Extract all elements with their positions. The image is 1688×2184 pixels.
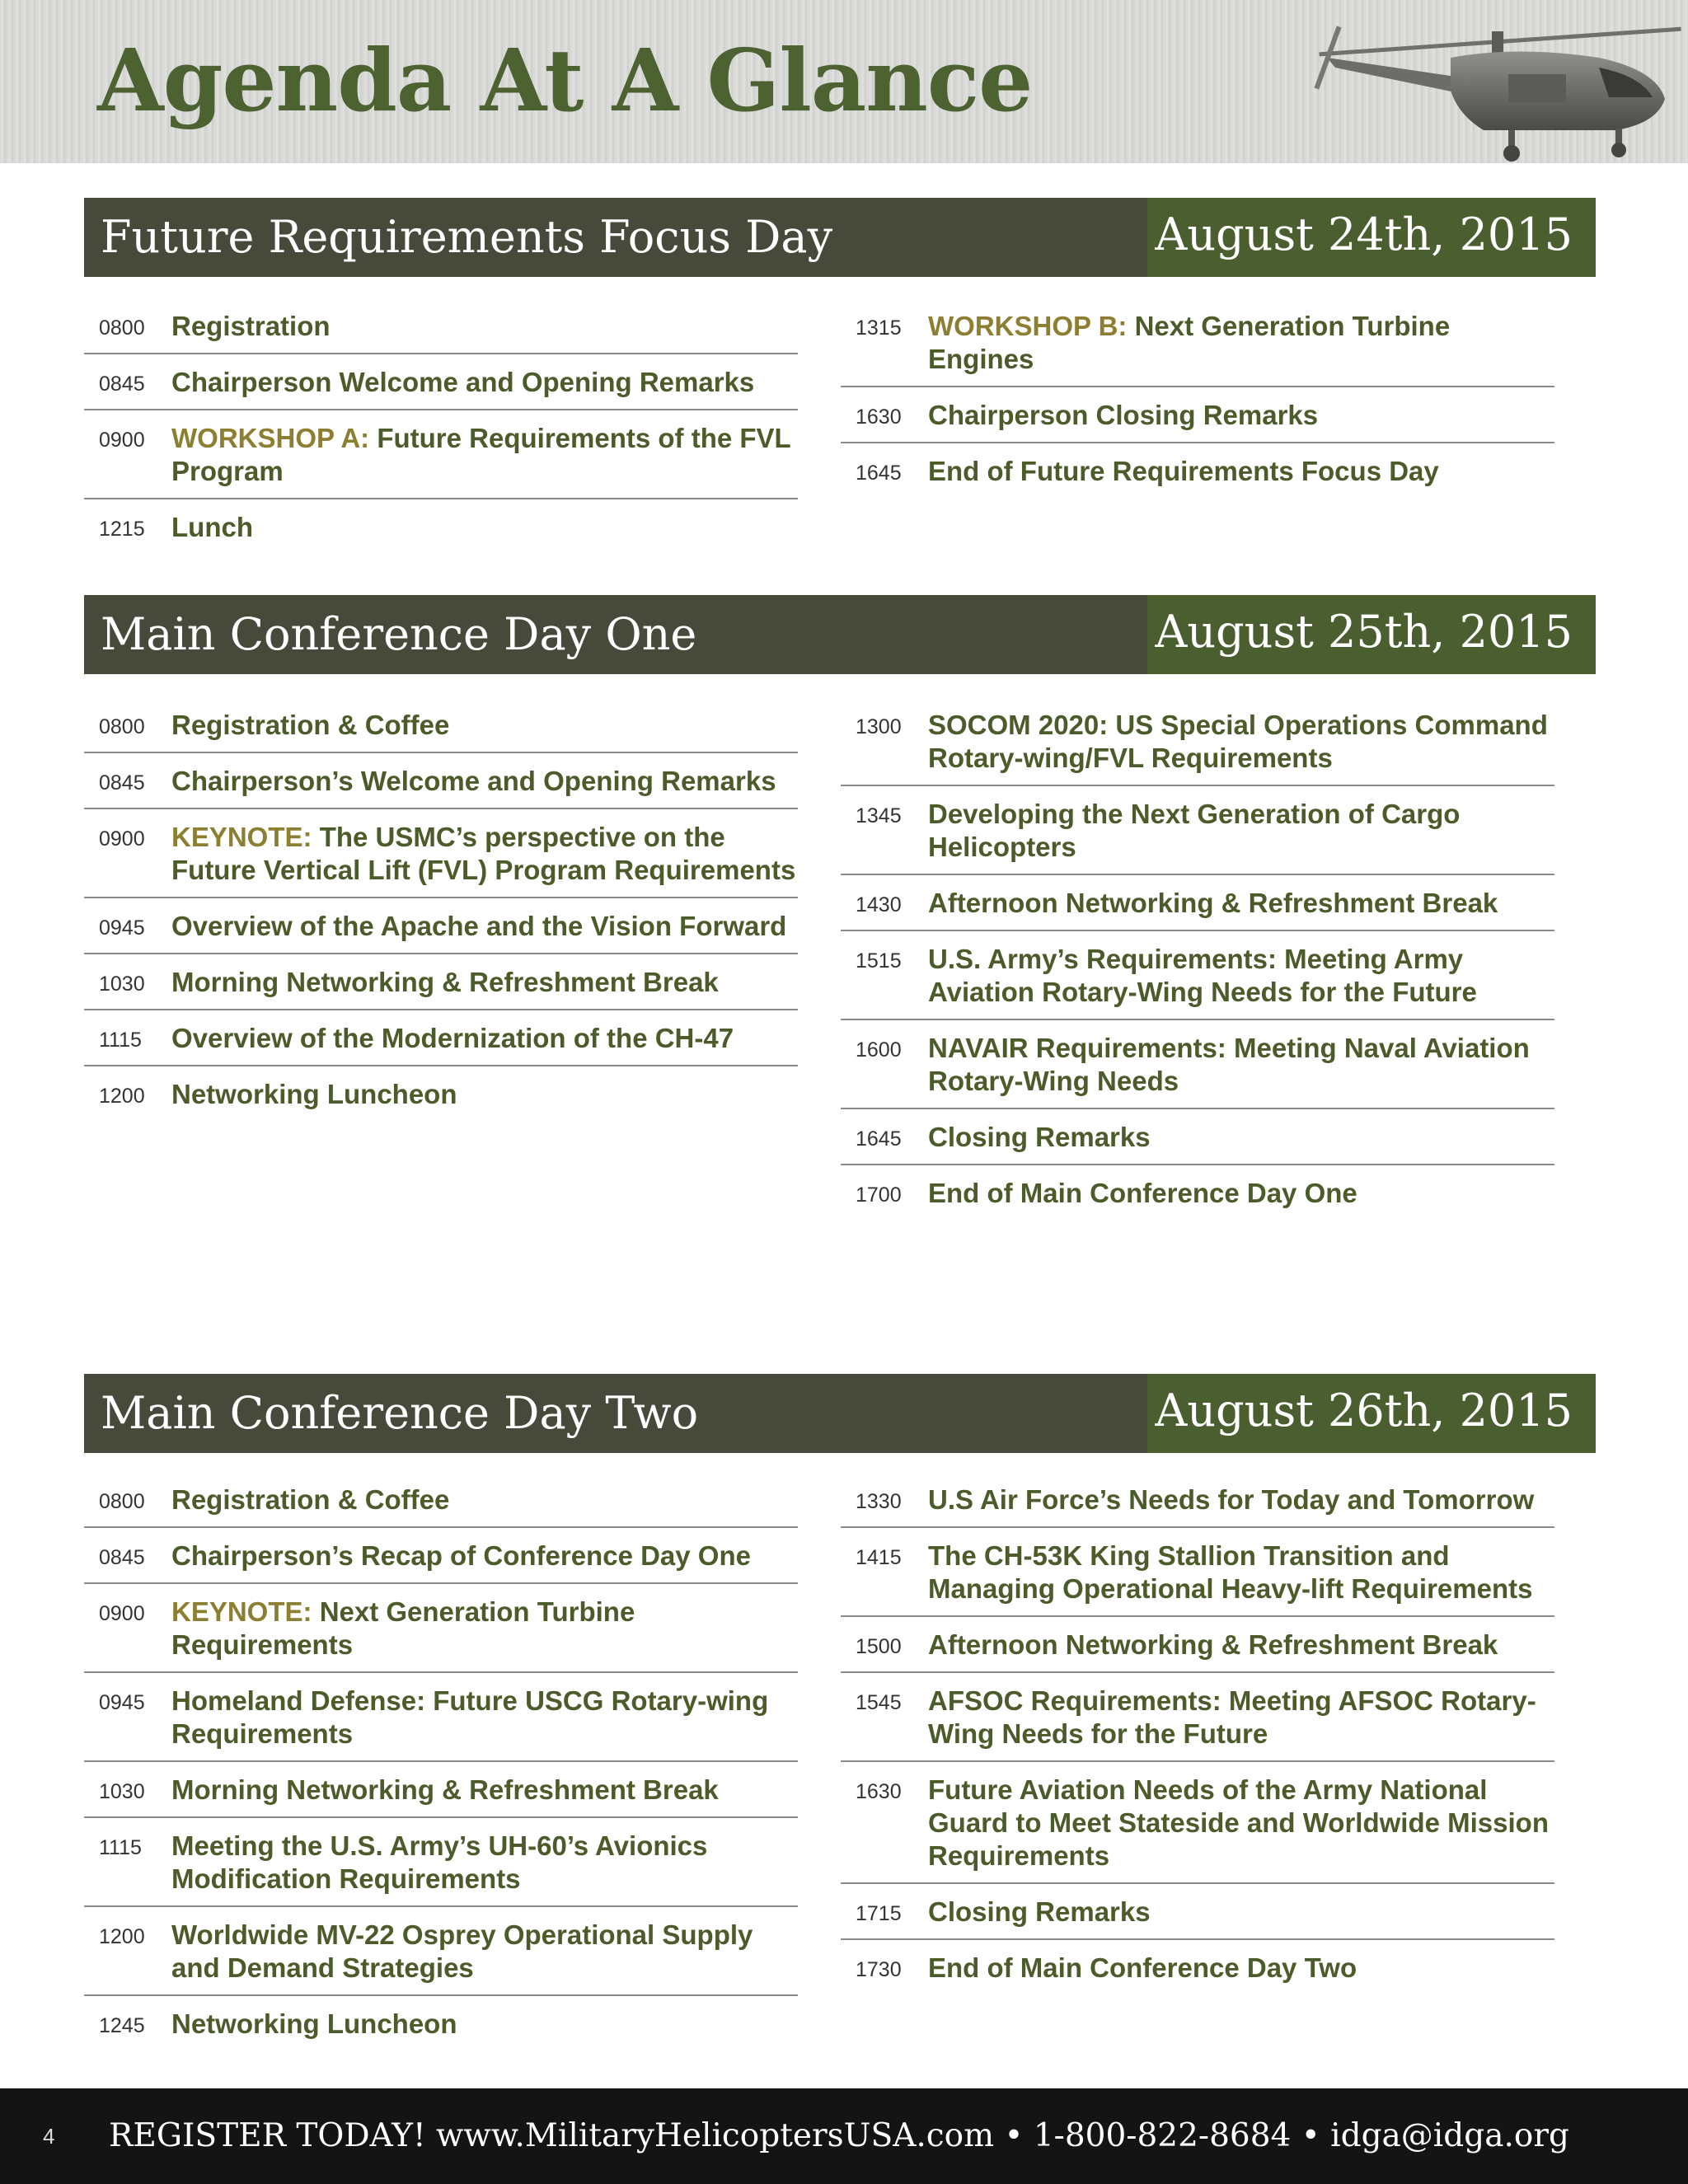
agenda-time: 1700 [856,1183,902,1207]
agenda-row [84,354,798,410]
agenda-row [841,1940,1554,1994]
session-text: Next Generation Turbine Engines [928,311,1451,374]
agenda-session-title [928,943,1554,1009]
agenda-row [84,499,798,554]
register-footer-text[interactable]: REGISTER TODAY! www.MilitaryHelicoptersUSA.com • 1-800-822-8684 • idga@idga.org [109,2117,1569,2154]
agenda-time: 0945 [99,916,145,940]
session-text: Registration [171,311,331,341]
agenda-row [841,387,1554,443]
agenda-session-title [171,1483,798,1516]
agenda-row [84,809,798,898]
session-text: Morning Networking & Refreshment Break [171,1774,719,1805]
session-text: Overview of the Apache and the Vision Forward [171,911,787,941]
session-text: Chairperson Welcome and Opening Remarks [171,367,755,397]
agenda-row [84,1996,798,2050]
agenda-session-title [171,966,798,999]
section-bar-day-one [84,595,1596,674]
agenda-session-title [171,310,798,343]
agenda-session-title [928,709,1554,775]
agenda-session-title [928,1685,1554,1750]
agenda-column-left [84,1472,798,2050]
agenda-session-title [171,1774,798,1807]
agenda-column-left [84,298,798,554]
agenda-session-title [928,1032,1554,1098]
agenda-session-title [171,709,798,742]
agenda-session-title [171,821,798,887]
agenda-time: 0945 [99,1691,145,1714]
agenda-row [841,931,1554,1020]
session-text: SOCOM 2020: US Special Operations Command Rotary-wing/FVL Requirements [928,710,1548,773]
agenda-row [84,697,798,753]
session-text: End of Future Requirements Focus Day [928,456,1439,486]
agenda-column-right [841,697,1554,1220]
session-text: Registration & Coffee [171,710,450,740]
session-text: Overview of the Modernization of the CH-47 [171,1023,734,1053]
agenda-session-title [171,1540,798,1572]
agenda-session-title [171,1596,798,1661]
session-text: Worldwide MV-22 Osprey Operational Supply and Demand Strategies [171,1919,753,1983]
agenda-row [84,410,798,499]
agenda-session-title [928,1629,1554,1661]
agenda-row [84,753,798,809]
agenda-time: 1715 [856,1902,902,1925]
agenda-row [84,1528,798,1584]
page-number: 4 [43,2124,55,2149]
agenda-session-title [928,1483,1554,1516]
session-text: End of Main Conference Day Two [928,1952,1357,1983]
session-text: Chairperson’s Welcome and Opening Remarks [171,766,776,796]
session-type-label: KEYNOTE: [171,822,312,852]
agenda-time: 0900 [99,429,145,452]
session-text: Closing Remarks [928,1122,1151,1152]
agenda-row [84,1066,798,1121]
agenda-row [841,1884,1554,1940]
agenda-session-title [928,455,1554,488]
agenda-time: 0900 [99,1602,145,1625]
agenda-row [84,1472,798,1528]
agenda-session-title [171,1685,798,1750]
session-text: Networking Luncheon [171,2008,457,2039]
agenda-time: 1030 [99,1780,145,1803]
header-banner [0,0,1688,163]
session-text: Developing the Next Generation of Cargo Helicopters [928,799,1461,862]
session-text: Chairperson Closing Remarks [928,400,1319,430]
agenda-row [841,786,1554,875]
agenda-row [84,1907,798,1996]
session-text: NAVAIR Requirements: Meeting Naval Aviation Rotary-Wing Needs [928,1033,1530,1096]
session-text: Next Generation Turbine Requirements [171,1596,635,1660]
session-text: Meeting the U.S. Army’s UH-60’s Avionics Modification Requirements [171,1830,708,1894]
agenda-row [84,1762,798,1818]
agenda-session-title [171,1078,798,1111]
agenda-time: 1115 [99,1836,142,1859]
agenda-time: 0845 [99,373,145,396]
section-date: August 25th, 2015 [1147,595,1596,674]
session-text: Closing Remarks [928,1896,1151,1927]
session-text: End of Main Conference Day One [928,1178,1357,1208]
agenda-session-title [928,1896,1554,1929]
agenda-time: 0800 [99,316,145,340]
agenda-time: 1430 [856,893,902,916]
agenda-session-title [171,511,798,544]
agenda-time: 0800 [99,1490,145,1513]
session-text: Morning Networking & Refreshment Break [171,967,719,997]
section-date: August 26th, 2015 [1147,1374,1596,1453]
agenda-session-title [928,887,1554,920]
session-text: Future Aviation Needs of the Army National Guard to Meet Stateside and Worldwide Mission Requirements [928,1774,1549,1871]
section-date: August 24th, 2015 [1147,198,1596,277]
helicopter-icon [1302,0,1688,163]
agenda-time: 0900 [99,827,145,851]
section-title: Future Requirements Focus Day [101,211,833,263]
agenda-row [84,898,798,954]
agenda-row [841,697,1554,786]
agenda-row [84,1673,798,1762]
agenda-row [84,954,798,1010]
agenda-time: 1645 [856,1127,902,1151]
section-bar-focus-day [84,198,1596,277]
page-title: Agenda At A Glance [97,30,1033,131]
session-text: Registration & Coffee [171,1484,450,1515]
footer-bar [0,2088,1688,2184]
agenda-row [841,443,1554,498]
agenda-session-title [171,1830,798,1896]
session-text: Chairperson’s Recap of Conference Day One [171,1540,751,1571]
session-text: U.S. Army’s Requirements: Meeting Army Aviation Rotary-Wing Needs for the Future [928,944,1477,1007]
agenda-session-title [928,310,1554,376]
agenda-row [84,298,798,354]
agenda-time: 1630 [856,405,902,429]
agenda-session-title [928,1540,1554,1605]
agenda-session-title [928,798,1554,864]
agenda-session-title [171,422,798,488]
agenda-time: 1245 [99,2014,145,2037]
agenda-time: 0845 [99,771,145,794]
session-type-label: WORKSHOP B: [928,311,1128,341]
session-text: Afternoon Networking & Refreshment Break [928,888,1498,918]
agenda-row [841,1472,1554,1528]
agenda-session-title [171,910,798,943]
agenda-session-title [171,1919,798,1985]
agenda-time: 1730 [856,1958,902,1981]
agenda-session-title [928,1177,1554,1210]
agenda-time: 1500 [856,1635,902,1658]
agenda-row [841,298,1554,387]
agenda-column-right [841,1472,1554,1994]
agenda-time: 1315 [856,316,902,340]
section-title: Main Conference Day Two [101,1387,699,1439]
session-text: Networking Luncheon [171,1079,457,1109]
agenda-time: 1630 [856,1780,902,1803]
agenda-session-title [171,366,798,399]
session-type-label: WORKSHOP A: [171,423,370,453]
agenda-row [841,875,1554,931]
agenda-time: 1645 [856,462,902,485]
agenda-time: 1300 [856,715,902,738]
agenda-row [841,1528,1554,1617]
agenda-row [841,1020,1554,1109]
agenda-row [84,1818,798,1907]
session-text: The CH-53K King Stallion Transition and Managing Operational Heavy-lift Requirements [928,1540,1533,1604]
agenda-time: 1545 [856,1691,902,1714]
session-text: Lunch [171,512,253,542]
agenda-time: 1115 [99,1029,142,1052]
session-text: Future Requirements of the FVL Program [171,423,791,486]
session-text: Homeland Defense: Future USCG Rotary-wing Requirements [171,1685,769,1749]
session-text: Afternoon Networking & Refreshment Break [928,1629,1498,1660]
agenda-time: 0845 [99,1546,145,1569]
agenda-row [84,1584,798,1673]
agenda-time: 1200 [99,1085,145,1108]
agenda-row [841,1109,1554,1165]
agenda-session-title [928,1121,1554,1154]
agenda-session-title [928,1952,1554,1985]
agenda-time: 0800 [99,715,145,738]
agenda-column-left [84,697,798,1121]
agenda-time: 1345 [856,804,902,827]
session-text: The USMC’s perspective on the Future Vertical Lift (FVL) Program Requirements [171,822,796,885]
agenda-session-title [928,1774,1554,1872]
agenda-time: 1600 [856,1038,902,1062]
agenda-time: 1415 [856,1546,902,1569]
agenda-time: 1215 [99,518,145,541]
agenda-row [841,1673,1554,1762]
agenda-session-title [171,2008,798,2041]
section-bar-day-two [84,1374,1596,1453]
agenda-column-right [841,298,1554,498]
agenda-session-title [171,765,798,798]
agenda-session-title [928,399,1554,432]
agenda-time: 1515 [856,949,902,972]
agenda-row [841,1617,1554,1673]
agenda-session-title [171,1022,798,1055]
agenda-row [84,1010,798,1066]
session-text: AFSOC Requirements: Meeting AFSOC Rotary-Wing Needs for the Future [928,1685,1536,1749]
agenda-time: 1200 [99,1925,145,1948]
agenda-time: 1030 [99,972,145,996]
agenda-row [841,1165,1554,1220]
session-type-label: KEYNOTE: [171,1596,312,1627]
agenda-time: 1330 [856,1490,902,1513]
session-text: U.S Air Force’s Needs for Today and Tomorrow [928,1484,1535,1515]
agenda-row [841,1762,1554,1884]
section-title: Main Conference Day One [101,608,697,660]
